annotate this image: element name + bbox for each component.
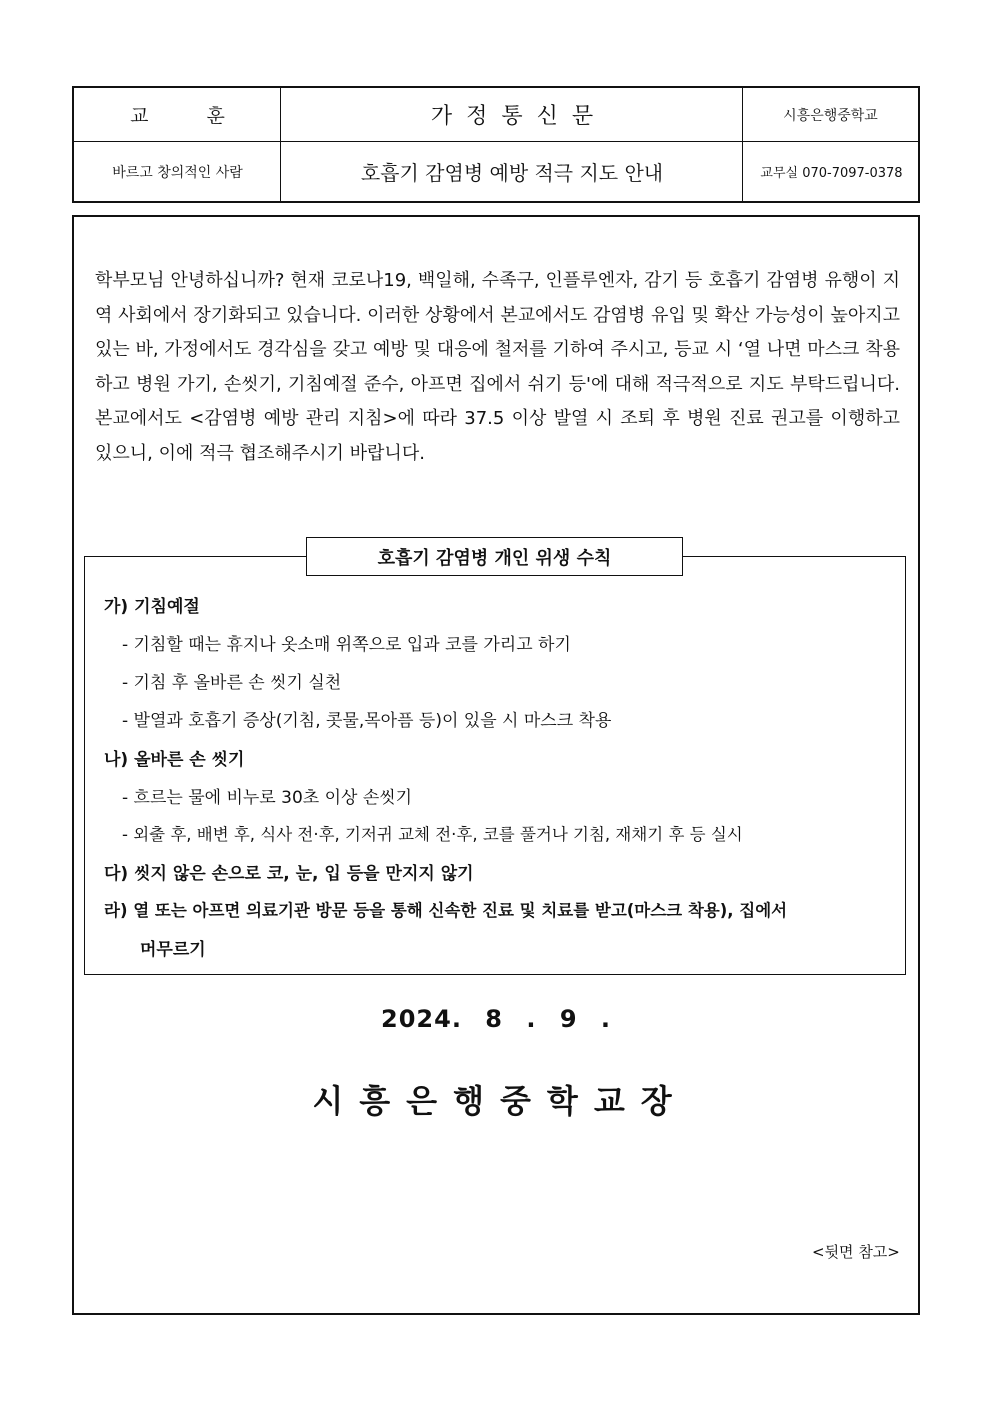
rule-item: - 발열과 호흡기 증상(기침, 콧물,목아픔 등)이 있을 시 마스크 착용 <box>122 711 612 731</box>
rule-heading-a: 가) 기침예절 <box>104 597 200 617</box>
newsletter-title: 가정통신문 <box>430 104 608 129</box>
school-motto: 바르고 창의적인 사람 <box>112 164 243 181</box>
notice-subject: 호흡기 감염병 예방 적극 지도 안내 <box>360 161 664 185</box>
header-table <box>72 86 920 203</box>
intro-paragraph: 학부모님 안녕하십니까? 현재 코로나19, 백일해, 수족구, 인플루엔자, 감기 등 호흡기 감염병 유행이 지역 사회에서 장기화되고 있습니다. 이러한 상황에서 본교에서도 감염병 유입 및 확산 가능성이 높아지고 있는 바, 가정에서도 경각심을 갖고 예방 및 대응에 철저를 기하여 주시고, 등교 시 ‘열 나면 마스크 착용하고 병원 가기, 손씻기, 기침예절 준수, 아프면 집에서 쉬기 등'에 대해 적극적으로 지도 부탁드립니다. 본교에서도 <감염병 예방 관리 지침>에 따라 37.5 이상 발열 시 조퇴 후 병원 진료 권고를 이행하고 있으니, 이에 적극 협조해주시기 바랍니다. <box>95 270 900 464</box>
rule-item: - 기침 후 올바른 손 씻기 실천 <box>122 673 342 693</box>
rule-heading-d-continued: 머무르기 <box>140 940 206 960</box>
rule-heading-c: 다) 씻지 않은 손으로 코, 눈, 입 등을 만지지 않기 <box>104 864 474 884</box>
see-back-note: <뒷면 참고> <box>812 1243 900 1261</box>
rule-item: - 외출 후, 배변 후, 식사 전·후, 기저귀 교체 전·후, 코를 풀거나 기침, 재채기 후 등 실시 <box>122 825 743 844</box>
rule-heading-b: 나) 올바른 손 씻기 <box>104 750 245 770</box>
hygiene-rules-title: 호흡기 감염병 개인 위생 수칙 <box>306 537 683 576</box>
principal-signature: 시흥은행중학교장 <box>312 1082 688 1120</box>
rule-item: - 흐르는 물에 비누로 30초 이상 손씻기 <box>122 788 413 808</box>
motto-heading: 교 훈 <box>130 105 251 127</box>
school-name: 시흥은행중학교 <box>783 107 878 124</box>
contact-phone: 교무실 070-7097-0378 <box>760 166 903 181</box>
issue-date: 2024. 8 . 9 . <box>381 1005 611 1033</box>
rule-heading-d: 라) 열 또는 아프면 의료기관 방문 등을 통해 신속한 진료 및 치료를 받고(마스크 착용), 집에서 <box>104 901 788 920</box>
rule-item: - 기침할 때는 휴지나 옷소매 위쪽으로 입과 코를 가리고 하기 <box>122 635 571 655</box>
